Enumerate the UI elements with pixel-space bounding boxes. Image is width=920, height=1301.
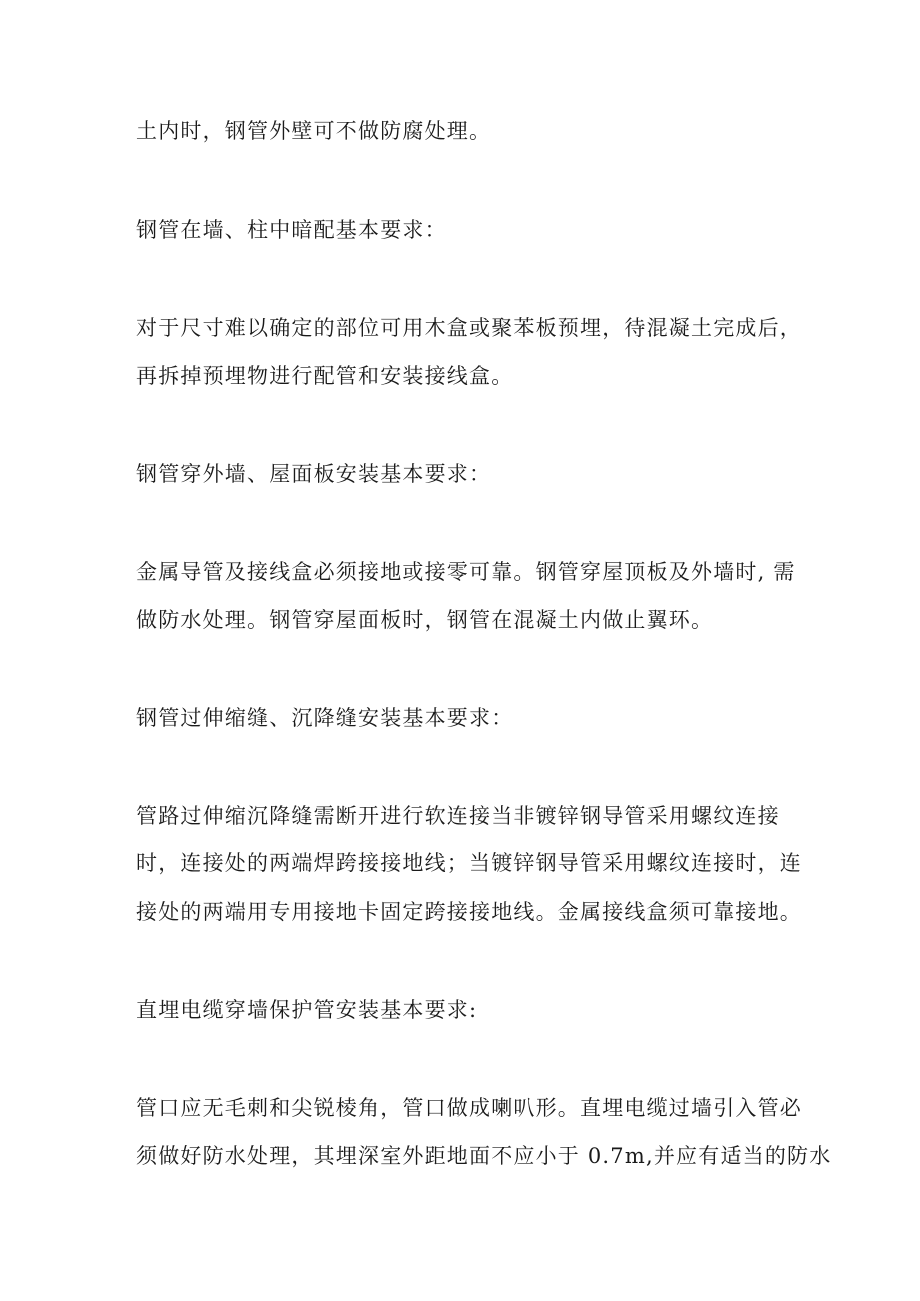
- paragraph-line: 对于尺寸难以确定的部位可用木盒或聚苯板预埋，待混凝土完成后，: [136, 316, 802, 340]
- section-heading: 钢管穿外墙、屋面板安装基本要求：: [136, 462, 492, 486]
- paragraph-line: 做防水处理。钢管穿屋面板时，钢管在混凝土内做止翼环。: [136, 608, 714, 632]
- paragraph-line: 管口应无毛刺和尖锐棱角，管口做成喇叭形。直埋电缆过墙引入管必: [136, 1096, 802, 1120]
- paragraph-line: 再拆掉预埋物进行配管和安装接线盒。: [136, 364, 514, 388]
- paragraph-line: 管路过伸缩沉降缝需断开进行软连接当非镀锌钢导管采用螺纹连接: [136, 804, 780, 828]
- paragraph-line: 金属导管及接线盒必须接地或接零可靠。钢管穿屋顶板及外墙时, 需: [136, 560, 796, 584]
- section-heading: 直埋电缆穿墙保护管安装基本要求:: [136, 998, 478, 1022]
- paragraph-line: 时，连接处的两端焊跨接接地线；当镀锌钢导管采用螺纹连接时，连: [136, 851, 802, 875]
- paragraph-line: 须做好防水处理，其埋深室外距地面不应小于 0.7m,并应有适当的防水: [136, 1144, 832, 1168]
- paragraph-line: 接处的两端用专用接地卡固定跨接接地线。金属接线盒须可靠接地。: [136, 900, 802, 924]
- section-heading: 钢管过伸缩缝、沉降缝安装基本要求：: [136, 706, 514, 730]
- section-heading: 钢管在墙、柱中暗配基本要求：: [136, 218, 447, 242]
- paragraph-line: 土内时，钢管外壁可不做防腐处理。: [136, 119, 492, 143]
